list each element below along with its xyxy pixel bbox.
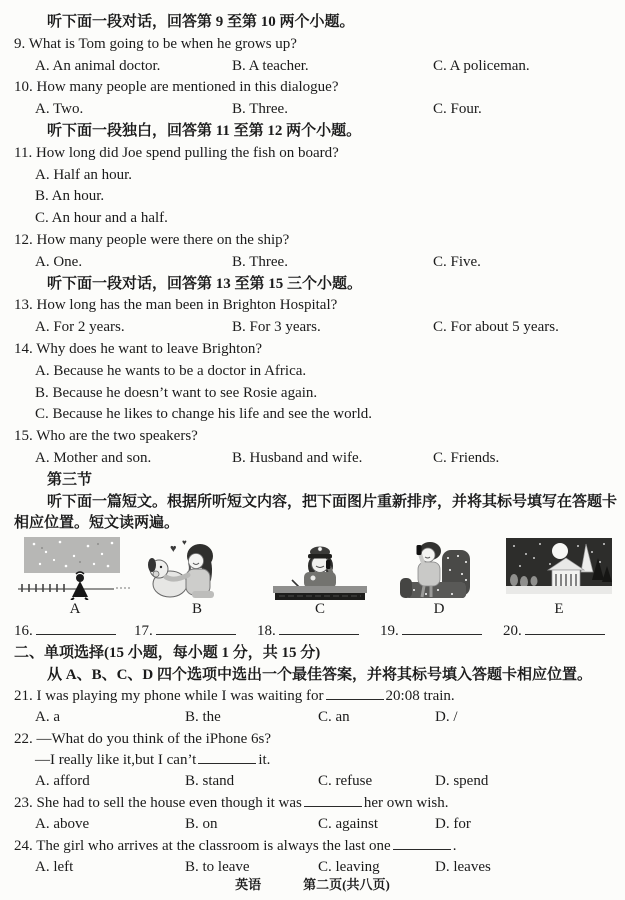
option-13b: B. For 3 years. [232,319,321,336]
answer-blank-18 [257,619,359,643]
policewoman-on-phone-illustration [261,536,379,600]
option-9b: B. A teacher. [232,57,309,74]
option-21c: C. an [318,709,350,726]
blank-17-number: 17. [134,623,153,640]
question-9-options [14,56,617,78]
section2-heading: 二、单项选择(15 小题，每小题 1 分，共 15 分) [14,645,321,662]
question-23-text-after: her own wish. [363,794,449,811]
picture-a-label: A [69,601,81,618]
answer-blank-20 [503,619,605,643]
picture-b [138,536,256,617]
option-10b: B. Three. [232,101,288,118]
question-22-text-before: —I really like it,but I can’t [35,752,197,769]
option-22d: D. spend [435,773,489,790]
question-22-text-after: it. [258,752,271,769]
question-24-text-after: . [452,837,457,854]
listening-intro-9-10: 听下面一段对话，回答第 9 至第 10 两个小题。 [47,14,355,30]
blank-16-number: 16. [14,623,33,640]
option-14c: C. Because he likes to change his life and see the world. [35,406,372,423]
option-11b: B. An hour. [35,188,105,205]
question-13: 13. How long has the man been in Brighton Hospital? [14,297,338,314]
question-22-options [14,771,617,792]
option-21b: B. the [185,709,221,726]
picture-c [261,536,379,617]
picture-a [16,536,134,617]
option-14a: A. Because he wants to be a doctor in Africa. [35,362,307,379]
listening-intro-13-15: 听下面一段对话，回答第 13 至第 15 三个小题。 [47,275,363,292]
question-21-text-before: 21. I was playing my phone while I was waiting for [14,687,324,704]
option-22c: C. refuse [318,773,373,790]
blank-19-number: 19. [380,623,399,640]
blank-18-number: 18. [257,623,276,640]
svg-text:♥: ♥ [170,543,177,556]
picture-d-label: D [433,601,445,618]
option-10a: A. Two. [35,101,84,118]
section3-instruction-line1: 听下面一篇短文。根据所听短文内容，把下面图片重新排序，并将其标号填写在答题卡 [47,493,618,510]
option-12b: B. Three. [232,253,288,270]
option-14b: B. Because he doesn’t want to see Rosie again. [35,384,318,401]
question-22-line2 [14,750,617,771]
option-24c: C. leaving [318,859,380,876]
question-10: 10. How many people are mentioned in this dialogue? [14,79,339,96]
blank-20-number: 20. [503,623,522,640]
question-21-text-after: 20:08 train. [385,687,455,704]
question-21-options [14,707,617,728]
option-23d: D. for [435,816,471,833]
question-12-options [14,252,617,274]
question-22-line1: 22. —What do you think of the iPhone 6s? [14,730,272,747]
option-22a: A. afford [35,773,90,790]
option-12a: A. One. [35,253,83,270]
option-24a: A. left [35,859,74,876]
option-9c: C. A policeman. [433,57,530,74]
picture-d [380,536,498,617]
option-15b: B. Husband and wife. [232,449,363,466]
option-13c: C. For about 5 years. [433,319,559,336]
option-21d: D. / [435,709,458,726]
question-12: 12. How many people were there on the ship? [14,231,290,248]
option-9a: A. An animal doctor. [35,57,161,74]
option-23c: C. against [318,816,378,833]
question-9: 9. What is Tom going to be when he grows up? [14,35,297,52]
picture-strip [14,536,617,618]
woman-on-phone-armchair-illustration [380,536,498,600]
footer-subject: 英语 [235,877,262,892]
blank-19-line [402,622,482,635]
answer-blank-17 [134,619,236,643]
question-23-options [14,814,617,835]
section3-instruction-line2: 相应位置。短文读两遍。 [14,515,180,532]
answer-blanks-row [14,619,617,643]
svg-text:♥: ♥ [182,538,187,548]
snowy-night-house-illustration [500,536,618,600]
option-24b: B. to leave [185,859,250,876]
girl-hugging-dog-illustration [138,536,256,600]
footer-page-info: 第二页(共八页) [303,877,390,892]
option-22b: B. stand [185,773,235,790]
option-15a: A. Mother and son. [35,449,152,466]
question-23-text-before: 23. She had to sell the house even though it was [14,794,302,811]
listening-intro-11-12: 听下面一段独白，回答第 11 至第 12 两个小题。 [47,122,362,139]
blank-20-line [525,622,605,635]
answer-blank-16 [14,619,116,643]
page-footer [0,874,625,893]
question-24-blank [393,837,451,850]
question-14: 14. Why does he want to leave Brighton? [14,340,262,357]
option-15c: C. Friends. [433,449,500,466]
option-23b: B. on [185,816,218,833]
blank-18-line [279,622,359,635]
question-21-blank [326,687,384,700]
option-24d: D. leaves [435,859,491,876]
option-12c: C. Five. [433,253,481,270]
option-11a: A. Half an hour. [35,166,133,183]
option-21a: A. a [35,709,60,726]
question-24 [14,836,617,857]
question-21 [14,686,617,707]
picture-e [500,536,618,617]
question-24-text-before: 24. The girl who arrives at the classroom is always the last one [14,837,391,854]
question-23-blank [304,794,362,807]
option-10c: C. Four. [433,101,482,118]
answer-blank-19 [380,619,482,643]
picture-b-label: B [191,601,202,618]
question-15: 15. Who are the two speakers? [14,428,198,445]
section2-instruction: 从 A、B、C、D 四个选项中选出一个最佳答案，并将其标号填入答题卡相应位置。 [47,666,593,683]
picture-e-label: E [554,601,564,618]
blank-16-line [36,622,116,635]
picture-c-label: C [314,601,325,618]
blank-17-line [156,622,236,635]
snowy-walk-illustration [16,536,134,600]
question-13-options [14,317,617,339]
question-10-options [14,99,617,121]
option-11c: C. An hour and a half. [35,210,168,227]
question-15-options [14,448,617,470]
option-23a: A. above [35,816,90,833]
section3-heading: 第三节 [47,471,93,488]
question-11: 11. How long did Joe spend pulling the fish on board? [14,144,339,161]
question-23 [14,793,617,814]
question-22-blank [198,751,256,764]
option-13a: A. For 2 years. [35,319,125,336]
